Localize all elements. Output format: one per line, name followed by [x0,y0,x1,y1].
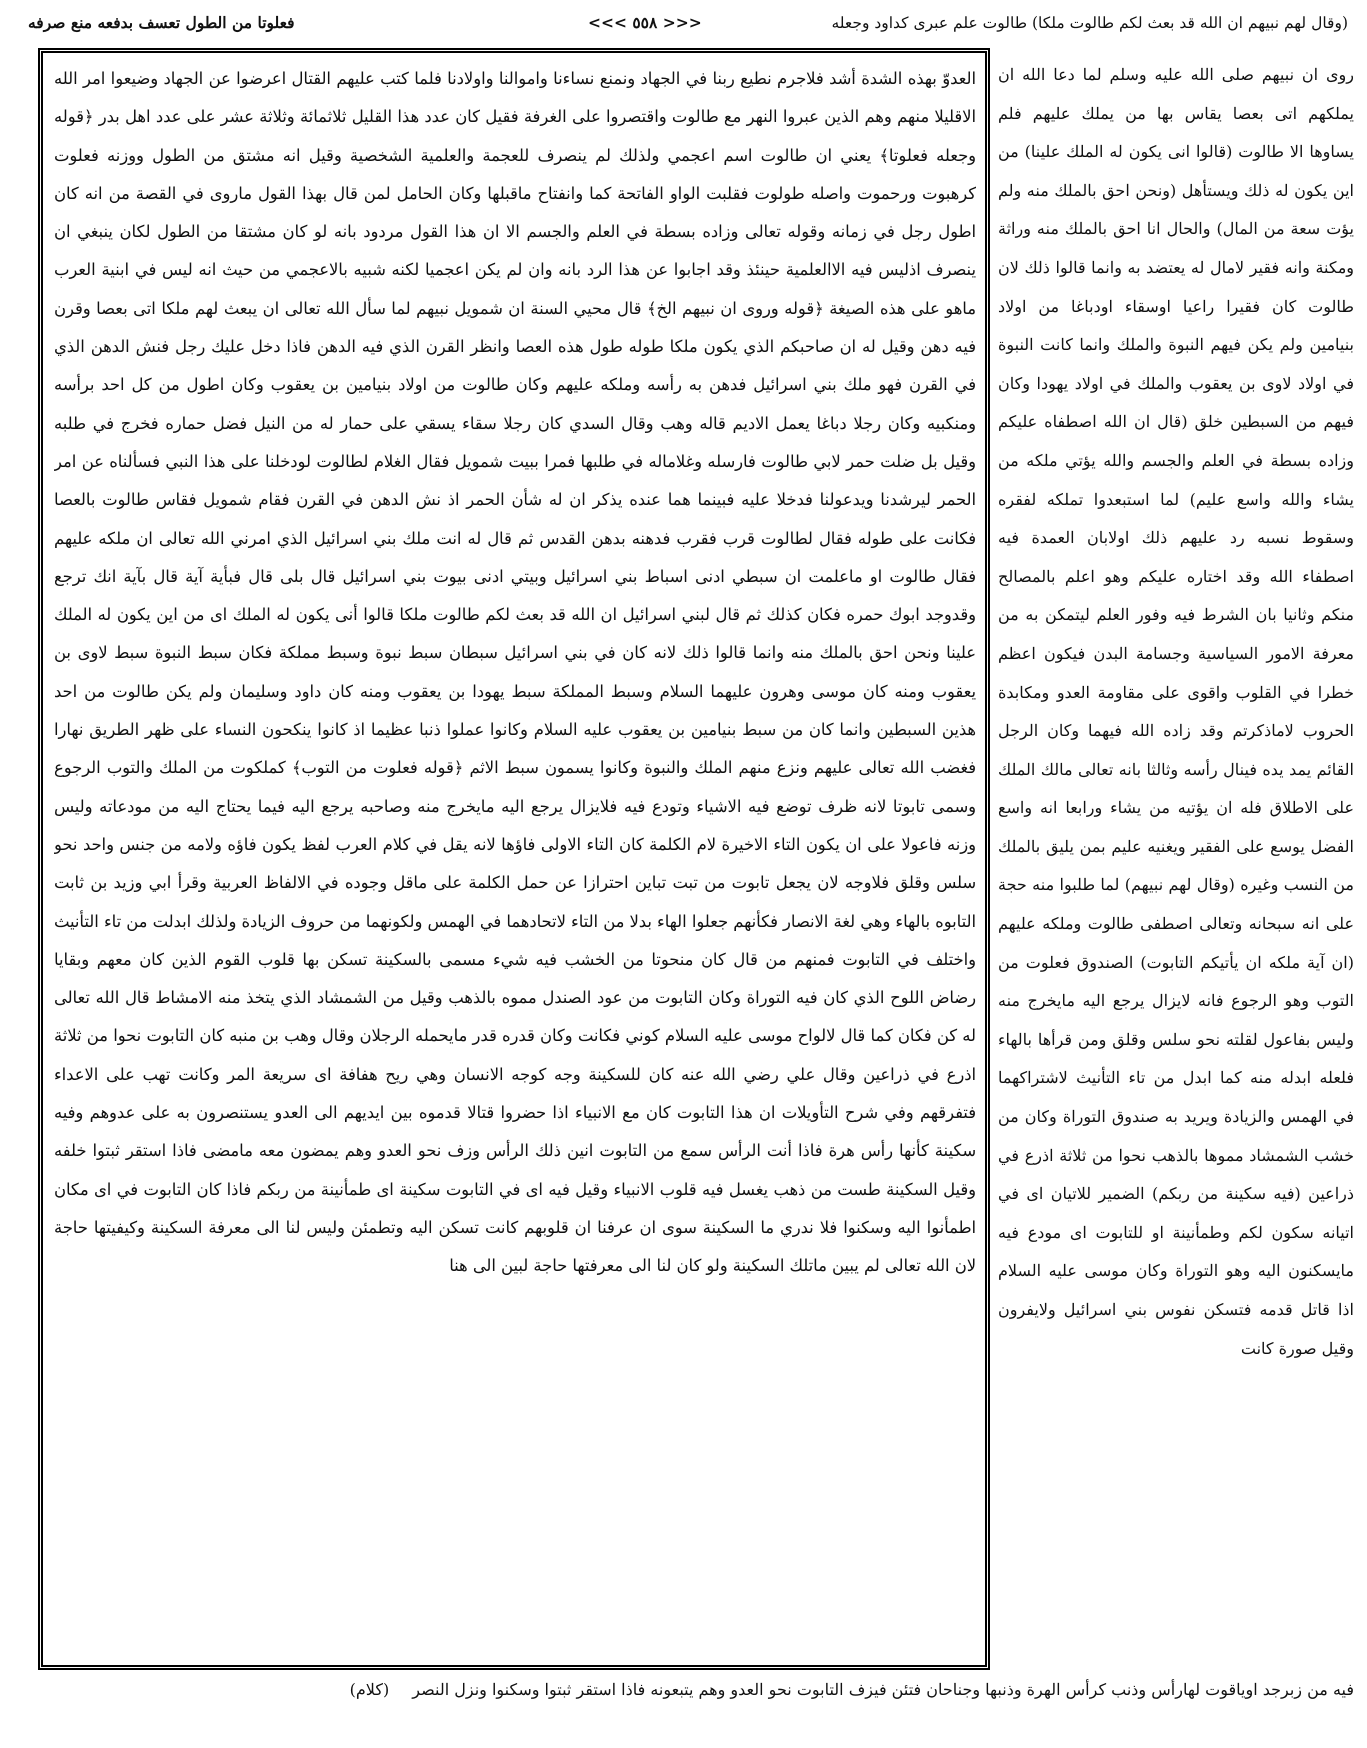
margin-commentary-text: روى ان نبيهم صلى الله عليه وسلم لما دعا الله ان يملكهم اتى بعصا يقاس بها من يملك عليهم فلم يساوها الا طالوت (قالوا انى يكون له الملك علينا) من اين يكون له ذلك ويستأهل (ونحن احق بالملك منه ولم يؤت سعة من المال) والحال انا احق بالملك منه وراثة ومكنة وانه فقير لامال له يعتضد به وانما قالوا ذلك لان طالوت كان فقيرا راعيا اوسقاء اودباغا من اولاد بنيامين ولم يكن فيهم النبوة والملك وانما كانت النبوة في اولاد لاوى بن يعقوب والملك في اولاد يهودا وكان فيهم من السبطين خلق (قال ان الله اصطفاه عليكم وزاده بسطة في العلم والجسم والله يؤتي ملكه من يشاء والله واسع عليم) لما استبعدوا تملكه لفقره وسقوط نسبه رد عليهم ذلك اولابان العمدة فيه اصطفاء الله وقد اختاره عليكم وهو اعلم بالمصالح منكم وثانيا بان الشرط فيه وفور العلم ليتمكن به من معرفة الامور السياسية وجسامة البدن فيكون اعظم خطرا في القلوب واقوى على مقاومة العدو ومكابدة الحروب لاماذكرتم وقد زاده الله فيهما وكان الرجل القائم يمد يده فينال رأسه وثالثا بانه تعالى مالك الملك على الاطلاق فله ان يؤتيه من يشاء ورابعا انه واسع الفضل يوسع على الفقير ويغنيه عليم بمن يليق بالملك من النسب وغيره (وقال لهم نبيهم) لما طلبوا منه حجة على انه سبحانه وتعالى اصطفى طالوت وملكه عليهم (ان آية ملكه ان يأتيكم التابوت) الصندوق فعلوت من التوب وهو الرجوع فانه لايزال يرجع اليه مايخرج منه وليس بفاعول لقلته نحو سلس وقلق ومن قرأها بالهاء فلعله ابدله منه كما ابدل من تاء التأنيث لاشتراكهما في الهمس والزيادة ويريد به صندوق التوراة وكان من خشب الشمشاد مموها بالذهب نحوا من ثلاثة اذرع في ذراعين (فيه سكينة من ربكم) الضمير للاتيان اى في اتيانه سكون لكم وطمأنينة او للتابوت اى مودع فيه مايسكنون اليه وهو التوراة وكان موسى عليه السلام اذا قاتل قدمه فتسكن نفوس بني اسرائيل ولايفرون وقيل صورة كانت [998,65,1354,1358]
page-number-value: ٥٥٨ [632,13,658,32]
running-title-left: فعلوتا من الطول تعسف بدفعه منع صرفه [28,13,295,32]
footer-line: فيه من زبرجد اوياقوت لهارأس وذنب كرأس الهرة وذنبها وجناحان فتئن فيزف التابوت نحو العدو وهم يتبعونه فاذا استقر ثبتوا وسكنوا ونزل النصر [412,1680,1354,1699]
catchword: (كلام) [349,1680,390,1699]
page-header [28,6,1348,40]
page-number: <<< ٥٥٨ >>> [588,13,702,32]
running-title: (وقال لهم نبيهم ان الله قد بعث لكم طالوت ملكا) طالوت علم عبرى كداود وجعله [831,14,1348,32]
main-commentary [54,60,976,1660]
main-commentary-text: العدوّ بهذه الشدة أشد فلاجرم نطيع ربنا في الجهاد ونمنع نساءنا واموالنا واولادنا فلما كتب عليهم القتال اعرضوا عن الجهاد وضيعوا امر الله الاقليلا منهم وهم الذين عبروا النهر مع طالوت واقتصروا على الغرفة فقيل كان عدد هذا القليل ثلاثمائة وثلاثة عشر على عدد اهل بدر ﴿قوله وجعله فعلوتا﴾ يعني ان طالوت اسم اعجمي ولذلك لم ينصرف للعجمة والعلمية الشخصية وقيل انه مشتق من الطول ووزنه فعلوت كرهبوت ورحموت واصله طولوت فقلبت الواو الفاتحة كما وانفتاح ماقبلها وكان الحامل لمن قال بهذا القول ماروى في القصة من انه كان اطول رجل في زمانه وقوله تعالى وزاده بسطة في العلم والجسم الا ان هذا القول مردود بانه لو كان مشتقا من الطول لكان ينبغي ان ينصرف اذليس فيه الاالعلمية حينئذ وقد اجابوا عن هذا الرد بانه وان لم يكن اعجميا لكنه شبيه بالاعجمي من حيث انه ليس في ابنية العرب ماهو على هذه الصيغة ﴿قوله وروى ان نبيهم الخ﴾ قال محيي السنة ان شمويل نبيهم لما سأل الله تعالى ان يبعث لهم ملكا اتى بعصا وقرن فيه دهن وقيل له ان صاحبكم الذي يكون ملكا طوله طول هذه العصا وانظر القرن الذي فيه الدهن فاذا دخل عليك رجل فنش الدهن الذي في القرن فهو ملك بني اسرائيل فدهن به رأسه وملكه عليهم وكان طالوت من اولاد بنيامين بن يعقوب وكان اطول من كل احد برأسه ومنكبيه وكان رجلا دباغا يعمل الاديم قاله وهب وقال السدي كان رجلا سقاء يسقي على حمار له من النيل فضل حماره فخرج في طلبه وقيل بل ضلت حمر لابي طالوت فارسله وغلاماله في طلبها فمرا ببيت شمويل فقال الغلام لطالوت لودخلنا على هذا النبي فسألناه عن امر الحمر ليرشدنا ويدعولنا فدخلا عليه فبينما هما عنده يذكر ان له شأن الحمر اذ نش الدهن في القرن فقام شمويل فقاس طالوت بالعصا فكانت على طوله فقال لطالوت قرب فقرب فدهنه بدهن القدس ثم قال له انت ملك بني اسرائيل الذي امرني الله تعالى ان ملكه عليهم فقال طالوت او ماعلمت ان سبطي ادنى اسباط بني اسرائيل وبيتي ادنى بيوت بني اسرائيل قال بلى قال فبأية آية قال بآية انك ترجع وقدوجد ابوك حمره فكان كذلك ثم قال لبني اسرائيل ان الله قد بعث لكم طالوت ملكا قالوا أنى يكون له الملك اى من اين يكون له الملك علينا ونحن احق بالملك منه وانما قالوا ذلك لانه كان في بني اسرائيل سبطان سبط نبوة وسبط مملكة فكان سبط النبوة سبط لاوى بن يعقوب ومنه كان موسى وهرون عليهما السلام وسبط المملكة سبط يهودا بن يعقوب ومنه كان داود وسليمان ولم يكن طالوت من احد هذين السبطين وانما كان من سبط بنيامين بن يعقوب عليه السلام وكانوا عملوا ذنبا عظيما اذ كانوا ينكحون النساء على ظهر الطريق نهارا فغضب الله تعالى عليهم ونزع منهم الملك والنبوة وكانوا يسمون سبط الاثم ﴿قوله فعلوت من التوب﴾ كملكوت من الملك والتوب الرجوع وسمى تابوتا لانه ظرف توضع فيه الاشياء وتودع فيه فلايزال يرجع اليه مايخرج منه وصاحبه يرجع اليه فيما يحتاج اليه من مودعاته وليس وزنه فاعولا على ان يكون التاء الاخيرة لام الكلمة كان التاء الاولى فاؤها لانه يقل في كلام العرب لفظ يكون فاؤه ولامه من جنس واحد نحو سلس وقلق فلاوجه لان يجعل تابوت من تبت تباين احترازا عن حمل الكلمة على ماقل وجوده في الالفاظ العربية وقرأ ابي وزيد بن ثابت التابوه بالهاء وهي لغة الانصار فكأنهم جعلوا الهاء بدلا من التاء لاتحادهما في الهمس ولكونهما من حروف الزيادة ولذلك ابدلت من تاء التأنيث واختلف في التابوت فمنهم من قال كان منحوتا من الخشب فيه شيء مسمى بالسكينة تسكن بها قلوب القوم الذين كان معهم وبقايا رضاض اللوح الذي كان فيه التوراة وكان التابوت من عود الصندل مموه بالذهب وقيل من الشمشاد الذي يتخذ منه الامشاط قال الله تعالى له كن فكان كما قال لالواح موسى عليه السلام كوني فكانت وكان قدره قدر مايحمله الرجلان وقال وهب بن منبه كان التابوت نحوا من ثلاثة اذرع في ذراعين وقال علي رضي الله عنه كان للسكينة وجه كوجه الانسان وهي ريح هفافة اى سريعة المر وكانت تهب على الاعداء فتفرقهم وفي شرح التأويلات ان هذا التابوت كان مع الانبياء اذا حضروا قتالا قدموه بين ايديهم الى العدو يستنصرون به على عدوهم وفيه سكينة كأنها رأس هرة فاذا أنت الرأس سمع من التابوت انين ذلك الرأس وزف نحو العدو وهم يمضون معه مامضى فاذا استقر ثبتوا خلفه وقيل السكينة طست من ذهب يغسل فيه قلوب الانبياء وقيل فيه اى في التابوت سكينة اى طمأنينة من ربكم فاذا كان التابوت في اى مكان اطمأنوا اليه وسكنوا فلا ندري ما السكينة سوى ان عرفنا ان قلوبهم كانت تسكن اليه وتطمئن وليس لنا الى معرفة السكينة وكيفيتها حاجة لان الله تعالى لم يبين ماتلك السكينة ولو كان لنا الى معرفتها حاجة لبين الى هنا [54,69,976,1276]
margin-commentary [998,56,1354,1670]
page-footer [30,1668,1354,1712]
